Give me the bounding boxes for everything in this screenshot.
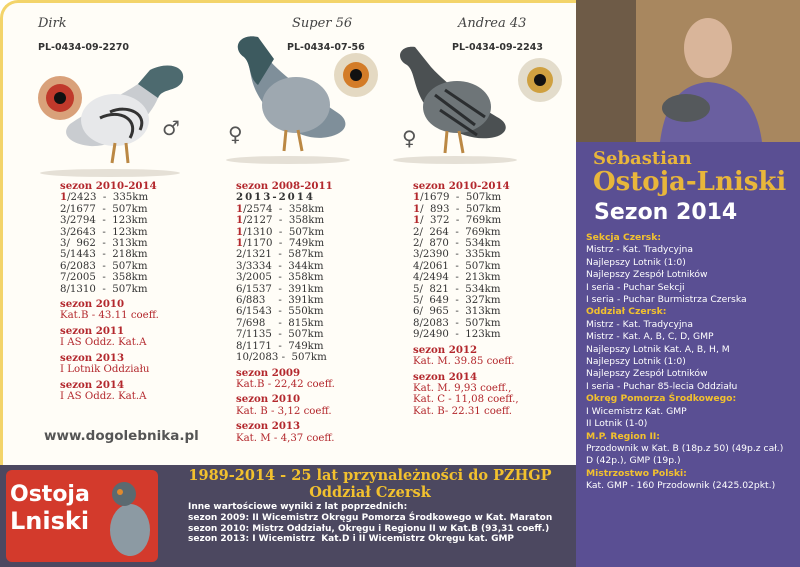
results-column-super56 [236,181,335,444]
pigeon-photo-super56 [218,25,383,165]
female-icon: ♀ [228,122,243,146]
placing: 3 [60,226,67,238]
result-row [236,204,335,215]
placing: 5 [413,283,420,295]
placing: 6 [236,295,243,307]
logo-text-line2: Lniski [10,507,90,535]
bird-ring-number: PL-0434-09-2243 [452,42,543,53]
result-detail: / 962 - 313km [66,238,148,250]
bird-name: Andrea 43 [458,16,527,31]
placing: 1 [413,191,421,204]
season-result: I Lotnik Oddziału [60,364,150,376]
logo-pigeon-icon [100,474,156,564]
result-detail: /698 - 815km [242,317,324,329]
placing: 5 [413,295,420,307]
season-result: Kat. M. 9,93 coeff., [413,382,512,394]
result-detail: /1310 - 507km [66,283,148,295]
result-detail: /2390 - 335km [419,249,501,261]
result-row [413,204,519,215]
result-row [236,306,335,317]
result-row [236,329,335,340]
season-header: sezon 2013 [236,420,301,433]
season-result: Kat. M - 4,37 coeff. [236,432,335,444]
season-header: sezon 2013 [60,351,125,364]
season-result: Kat. M. 39.85 coeff. [413,356,515,368]
season-header: sezon 2010-2014 [413,180,510,192]
bird-ring-number: PL-0434-07-56 [287,42,365,53]
result-row [413,261,519,272]
placing: 3 [413,249,420,261]
achievement-section-header: Oddział Czersk: [586,306,667,318]
result-detail: /1679 - 507km [420,192,502,204]
placing: 8 [236,340,243,352]
placing: 7 [236,329,243,341]
achievement-line: Mistrz - Kat. Tradycyjna [586,244,693,256]
placing: 8 [413,317,420,329]
result-row [413,272,519,283]
achievement-line: Najlepszy Zespół Lotników [586,368,708,380]
achievement-line: Mistrz - Kat. Tradycyjna [586,318,693,330]
placing: 7 [60,272,67,284]
result-detail: /2494 - 213km [419,272,501,284]
placing: 6 [413,306,420,318]
placing: 10 [236,352,249,364]
placing: 2 [60,203,67,215]
logo-text-line1: Ostoja [10,482,90,507]
result-detail: /1171 - 749km [242,340,324,352]
result-row [413,329,519,340]
achievement-section-header: M.P. Region II: [586,430,660,442]
result-detail: / 649 - 327km [419,295,501,307]
result-row [236,215,335,226]
achievement-line: Mistrz - Kat. A, B, C, D, GMP [586,331,714,343]
result-row [60,215,159,226]
achievement-line: D (42p.), GMP (19p.) [586,455,681,467]
results-column-dirk [60,181,159,402]
previous-result-line: sezon 2013: I Wicemistrz Kat.D i II Wicemistrz Okręgu kat. GMP [188,534,515,545]
result-row [60,204,159,215]
result-detail: / 870 - 534km [419,238,501,250]
placing: 2 [236,249,243,261]
placing: 1 [413,202,421,215]
result-row [236,318,335,329]
placing: 5 [60,249,67,261]
anniversary-title: 1989-2014 - 25 lat przynależności do PZHGP [188,467,552,484]
bird-name: Dirk [38,16,67,31]
achievement-section-header: Okręg Pomorza Środkowego: [586,393,737,405]
result-detail: /2005 - 358km [66,272,148,284]
male-icon: ♂ [162,116,180,140]
season-header: sezon 2009 [236,366,301,379]
result-row [60,272,159,283]
result-row [413,227,519,238]
season-header: sezon 2008-2011 [236,180,333,192]
result-detail: /1443 - 218km [66,249,148,261]
achievement-line: I seria - Puchar Sekcji [586,281,685,293]
results-column-andrea43 [413,181,519,417]
season-header: sezon 2014 [60,378,125,391]
result-detail: /2574 - 358km [243,203,325,215]
achievements-list [586,232,798,493]
season-result: I AS Oddz. Kat.A [60,390,147,402]
placing: 2 [413,238,420,250]
website-url: www.dogolebnika.pl [44,428,199,444]
season-header: sezon 2014 [413,370,478,383]
result-detail: /1321 - 587km [242,249,324,261]
season-result: Kat. B - 3,12 coeff. [236,405,332,417]
result-row [236,295,335,306]
achievement-line: Najlepszy Lotnik Kat. A, B, H, M [586,343,730,355]
result-row [236,272,335,283]
achievement-line: I seria - Puchar 85-lecia Oddziału [586,380,738,392]
placing: 6 [236,283,243,295]
placing: 1 [60,191,68,204]
result-row [236,352,335,363]
season-header-2: 2013-2014 [236,191,315,204]
bird-name: Super 56 [292,16,353,31]
achievement-line: I Wicemistrz Kat. GMP [586,405,687,417]
result-detail: /2127 - 358km [243,215,325,227]
result-detail: /2643 - 123km [66,226,148,238]
placing: 1 [236,214,244,227]
result-detail: /1543 - 550km [242,306,324,318]
result-row [60,227,159,238]
placing: 8 [60,283,67,295]
result-row [236,284,335,295]
result-row [60,284,159,295]
result-row [236,238,335,249]
anniversary-subtitle: Oddział Czersk [309,484,431,501]
result-row [413,306,519,317]
placing: 4 [413,260,420,272]
achievement-section-header: Mistrzostwo Polski: [586,467,687,479]
result-detail: /1537 - 391km [242,283,324,295]
placing: 6 [60,260,67,272]
placing: 6 [236,306,243,318]
placing: 3 [60,238,67,250]
result-detail: / 965 - 313km [419,306,501,318]
female-icon: ♀ [402,126,417,150]
season-header: sezon 2010-2014 [60,180,157,192]
result-row [236,249,335,260]
result-row [413,318,519,329]
result-detail: /1310 - 507km [243,226,325,238]
result-detail: / 264 - 769km [419,226,501,238]
season-header: sezon 2012 [413,343,478,356]
season-title: Sezon 2014 [594,200,738,225]
previous-result-line: sezon 2010: Mistrz Oddziału, Okręgu i Regionu II w Kat.B (93,31 coeff.) [188,523,550,534]
season-header: sezon 2010 [236,393,301,406]
achievement-line: Najlepszy Lotnik (1:0) [586,356,686,368]
placing: 1 [413,214,421,227]
result-row [60,192,159,203]
achievement-line: Przodownik w Kat. B (18p.z 50) (49p.z cał.) [586,442,784,454]
result-detail: /2423 - 335km [67,192,149,204]
achievement-section-header: Sekcja Czersk: [586,232,662,243]
result-detail: /1135 - 507km [242,329,324,341]
season-header: sezon 2011 [60,324,125,337]
result-detail: /1170 - 749km [243,238,325,250]
placing: 7 [236,317,243,329]
result-row [413,249,519,260]
placing: 1 [236,237,244,250]
placing: 3 [236,272,243,284]
result-detail: /2794 - 123km [66,215,148,227]
season-result: Kat.B - 43.11 coeff. [60,310,159,322]
result-row [236,261,335,272]
previous-result-line: sezon 2009: II Wicemistrz Okręgu Pomorza Środkowego w Kat. Maraton [188,512,553,523]
placing: 3 [60,215,67,227]
placing: 1 [236,202,244,215]
achievement-line: Najlepszy Zespół Lotników [586,269,708,281]
previous-result-line: Inne wartościowe wyniki z lat poprzednich: [188,502,408,512]
placing: 2 [413,226,420,238]
result-row [413,238,519,249]
result-detail: /1677 - 507km [66,203,148,215]
result-detail: /2490 - 123km [419,329,501,341]
result-row [60,261,159,272]
result-row [236,341,335,352]
result-detail: /2083 - 507km [248,352,327,364]
result-row [413,295,519,306]
result-row [413,215,519,226]
placing: 4 [413,272,420,284]
achievement-line: II Lotnik (1-0) [586,418,648,430]
result-row [413,284,519,295]
achievement-line: Kat. GMP - 160 Przodownik (2425.02pkt.) [586,480,776,492]
season-result: Kat. C - 11,08 coeff., [413,394,519,406]
breeder-photo [576,0,800,142]
result-detail: /2083 - 507km [419,317,501,329]
bird-ring-number: PL-0434-09-2270 [38,42,129,53]
result-detail: / 372 - 769km [420,215,502,227]
placing: 9 [413,329,420,341]
achievement-line: Najlepszy Lotnik (1:0) [586,256,686,268]
placing: 1 [236,225,244,238]
season-result: Kat. B- 22.31 coeff. [413,405,512,417]
season-header: sezon 2010 [60,298,125,311]
result-detail: /883 - 391km [242,295,324,307]
pigeon-photo-dirk [30,48,190,178]
achievement-line: I seria - Puchar Burmistrza Czerska [586,294,747,306]
result-detail: / 893 - 507km [420,203,502,215]
placing: 3 [236,260,243,272]
previous-results [188,502,552,545]
result-row [60,249,159,260]
result-detail: /3334 - 344km [242,260,324,272]
result-detail: / 821 - 534km [419,283,501,295]
result-detail: /2061 - 507km [419,260,501,272]
breeder-last-name: Ostoja-Lniski [593,167,787,197]
season-result: Kat.B - 22,42 coeff. [236,378,335,390]
result-row [60,238,159,249]
season-result: I AS Oddz. Kat.A [60,337,147,349]
breeder-first-name: Sebastian [593,148,692,169]
result-detail: /2005 - 358km [242,272,324,284]
result-detail: /2083 - 507km [66,260,148,272]
result-row [413,192,519,203]
result-row [236,227,335,238]
